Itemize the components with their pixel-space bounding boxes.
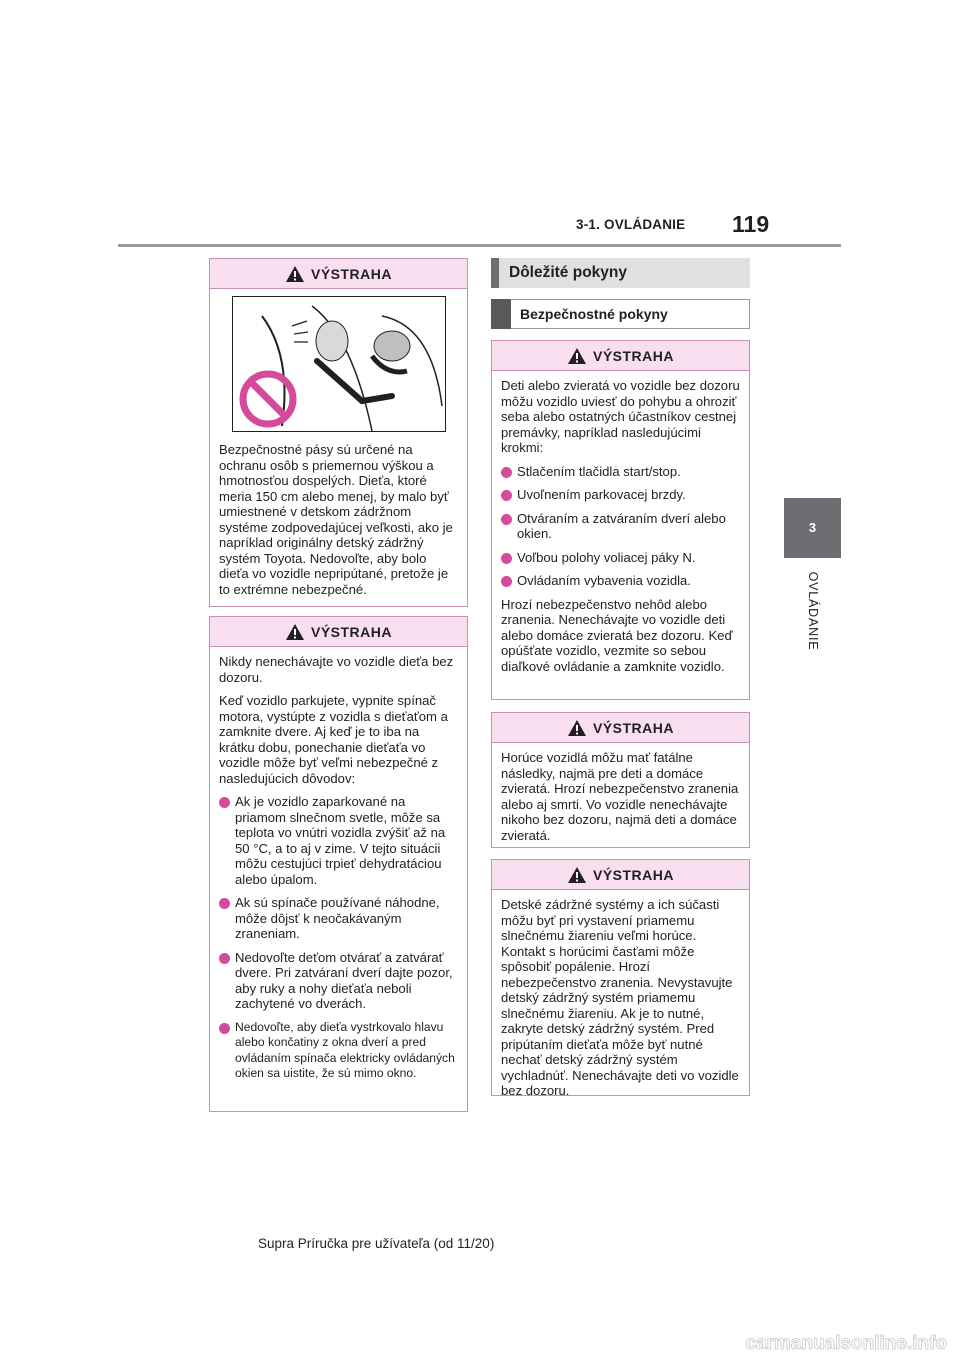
header-section-title: 3-1. OVLÁDANIE xyxy=(576,217,686,232)
list-item: Nedovoľte deťom otvárať a zatvárať dvere. Pri zatváraní dverí dajte pozor, aby ruky a nohy dieťaťa neboli zachytené vo dverách. xyxy=(219,950,458,1012)
list-item: Voľbou polohy voliacej páky N. xyxy=(501,550,740,566)
warning-header xyxy=(492,713,749,743)
list-item: Stlačením tlačidla start/stop. xyxy=(501,464,740,480)
warning-body xyxy=(492,890,749,1113)
warning-text: Detské zádržné systémy a ich súčasti môžu byť pri vystavení priamemu slnečnému žiareniu veľmi horúce. Kontakt s horúcimi časťami môže spôsobiť popálenie. Hrozí nebezpečenstvo zranenia. Nevystavujte detský zádržný systém priamemu slnečnému žiareniu. Ak je to nutné, zakryte detský zádržný systém. Pred pripútaním dieťaťa môže byť nutné nechať detský zádržný systém vychladnúť. Nenechávajte deti vo vozidle bez dozoru. xyxy=(501,897,739,1098)
list-item: Uvoľnením parkovacej brzdy. xyxy=(501,487,740,503)
section-title: Dôležité pokyny xyxy=(491,258,750,288)
warning-title: VÝSTRAHA xyxy=(592,719,674,736)
warning-text: Keď vozidlo parkujete, vypnite spínač motora, vystúpte z vozidla s dieťaťom a zamknite dvere. Aj keď je to iba na krátku dobu, ponechanie dieťaťa vo vozidle môže byť veľmi nebezpečné z nasledujúcich dôvodov: xyxy=(219,693,448,786)
warning-triangle-icon xyxy=(285,623,305,641)
warning-box-seatbelt xyxy=(209,258,468,607)
warning-text: Horúce vozidlá môžu mať fatálne následky, najmä pre deti a domáce zvieratá. Hrozí nebezpečenstvo zranenia alebo aj smrti. Vo vozidle nenechávajte nikoho bez dozoru, najmä deti a domáce zvieratá. xyxy=(501,750,739,843)
warning-header xyxy=(210,617,467,647)
warning-body xyxy=(210,289,467,611)
warning-body xyxy=(210,647,467,1096)
list-item: Otváraním a zatváraním dverí alebo okien. xyxy=(501,511,740,542)
warning-box-hot-child-seat xyxy=(491,859,750,1096)
list-item: Nedovoľte, aby dieťa vystrkovalo hlavu alebo končatiny z okna dverí a pred ovládaním spínača elektricky ovládaných okien sa uistite, že sú mimo okno. xyxy=(219,1020,458,1082)
warning-triangle-icon xyxy=(567,347,587,365)
subsection-title xyxy=(491,299,750,329)
header-divider xyxy=(118,244,841,247)
list-item: Ak je vozidlo zaparkované na priamom slnečnom svetle, môže sa teplota vo vnútri vozidla zvýšiť až na 50 °C, a to aj v zime. V tejto situácii môžu cestujúci trpieť dehydratáciou alebo úpalom. xyxy=(219,794,458,887)
page-number: 119 xyxy=(732,211,770,237)
warning-header xyxy=(210,259,467,289)
warning-title: VÝSTRAHA xyxy=(592,866,674,883)
subsection-marker xyxy=(491,299,511,329)
chapter-label-text: OVLÁDANIE xyxy=(805,571,820,651)
warning-title: VÝSTRAHA xyxy=(310,623,392,640)
warning-text: Bezpečnostné pásy sú určené na ochranu osôb s priemernou výškou a hmotnosťou dospelých. Dieťa, ktoré meria 150 cm alebo menej, by malo byť umiestnené v detskom zádržnom systéme zodpovedajúcej veľkosti, ako je napríklad originálny detský zádržný systém Toyota. Nedovoľte, aby bolo dieťa vo vozidle nepripútané, pretože je to extrémne nebezpečné. xyxy=(219,442,453,597)
list-item: Ovládaním vybavenia vozidla. xyxy=(501,573,740,589)
warning-body xyxy=(492,371,749,688)
warning-title: VÝSTRAHA xyxy=(592,347,674,364)
warning-box-hot-vehicle xyxy=(491,712,750,848)
watermark-text: carmanualsonline.info xyxy=(745,1333,947,1354)
warning-triangle-icon xyxy=(567,866,587,884)
warning-triangle-icon xyxy=(567,719,587,737)
bullet-list xyxy=(219,794,458,1082)
bullet-list xyxy=(501,464,740,589)
warning-body xyxy=(492,743,749,857)
warning-box-unattended-child xyxy=(209,616,468,1112)
warning-header xyxy=(492,860,749,890)
warning-box-children-animals xyxy=(491,340,750,700)
warning-text: Hrozí nebezpečenstvo nehôd alebo zranenia. Nenechávajte vo vozidle deti alebo domáce zvieratá bez dozoru. Keď opúšťate vozidlo, vezmite so sebou diaľkové ovládanie a zamknite vozidlo. xyxy=(501,596,733,674)
subsection-title-text: Bezpečnostné pokyny xyxy=(520,306,668,322)
chapter-tab: 3 xyxy=(784,498,841,558)
chapter-label xyxy=(784,565,841,657)
child-seat-warning-illustration-icon xyxy=(232,296,446,432)
warning-text: Nikdy nenechávajte vo vozidle dieťa bez dozoru. xyxy=(219,654,454,685)
warning-text: Deti alebo zvieratá vo vozidle bez dozoru môžu vozidlo uviesť do pohybu a ohroziť seba alebo ostatných účastníkov cestnej premávky, napríklad nasledujúcimi krokmi: xyxy=(501,378,740,455)
warning-title: VÝSTRAHA xyxy=(310,265,392,282)
list-item: Ak sú spínače používané náhodne, môže dôjsť k neočakávaným zraneniam. xyxy=(219,895,458,942)
warning-triangle-icon xyxy=(285,265,305,283)
watermark-logo xyxy=(683,1330,948,1354)
warning-header xyxy=(492,341,749,371)
footer-text: Supra Príručka pre užívateľa (od 11/20) xyxy=(258,1236,495,1251)
